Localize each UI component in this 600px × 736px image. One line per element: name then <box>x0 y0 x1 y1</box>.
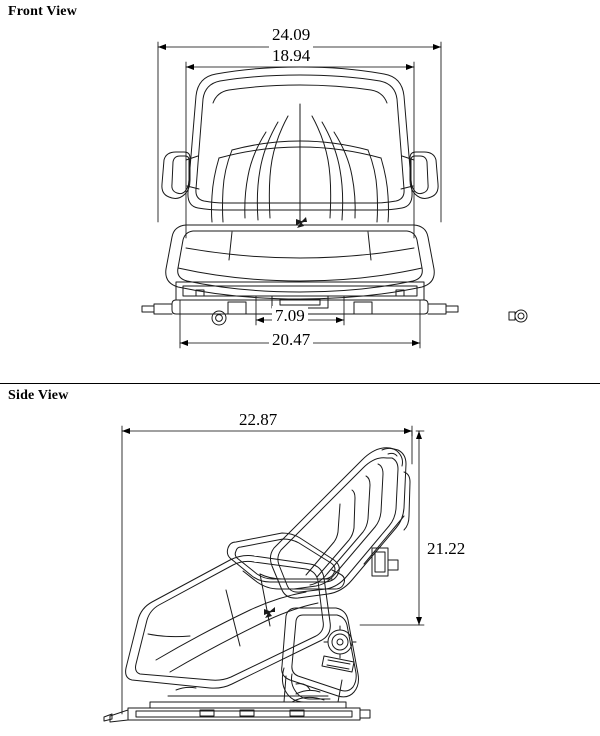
center-marker-icon-side <box>264 607 275 618</box>
center-marker-icon <box>296 217 307 228</box>
dim-label-mount-hole-spacing: 7.09 <box>272 306 308 326</box>
front-view-title: Front View <box>8 4 78 19</box>
side-view-drawing <box>0 384 600 736</box>
dim-label-base-width: 20.47 <box>269 330 313 350</box>
dim-label-overall-width: 24.09 <box>269 25 313 45</box>
side-view-panel <box>0 384 600 736</box>
side-view-title: Side View <box>8 388 69 403</box>
dim-label-backrest-width: 18.94 <box>269 46 313 66</box>
dim-label-overall-height: 21.22 <box>424 539 468 559</box>
dim-label-overall-depth: 22.87 <box>236 410 280 430</box>
